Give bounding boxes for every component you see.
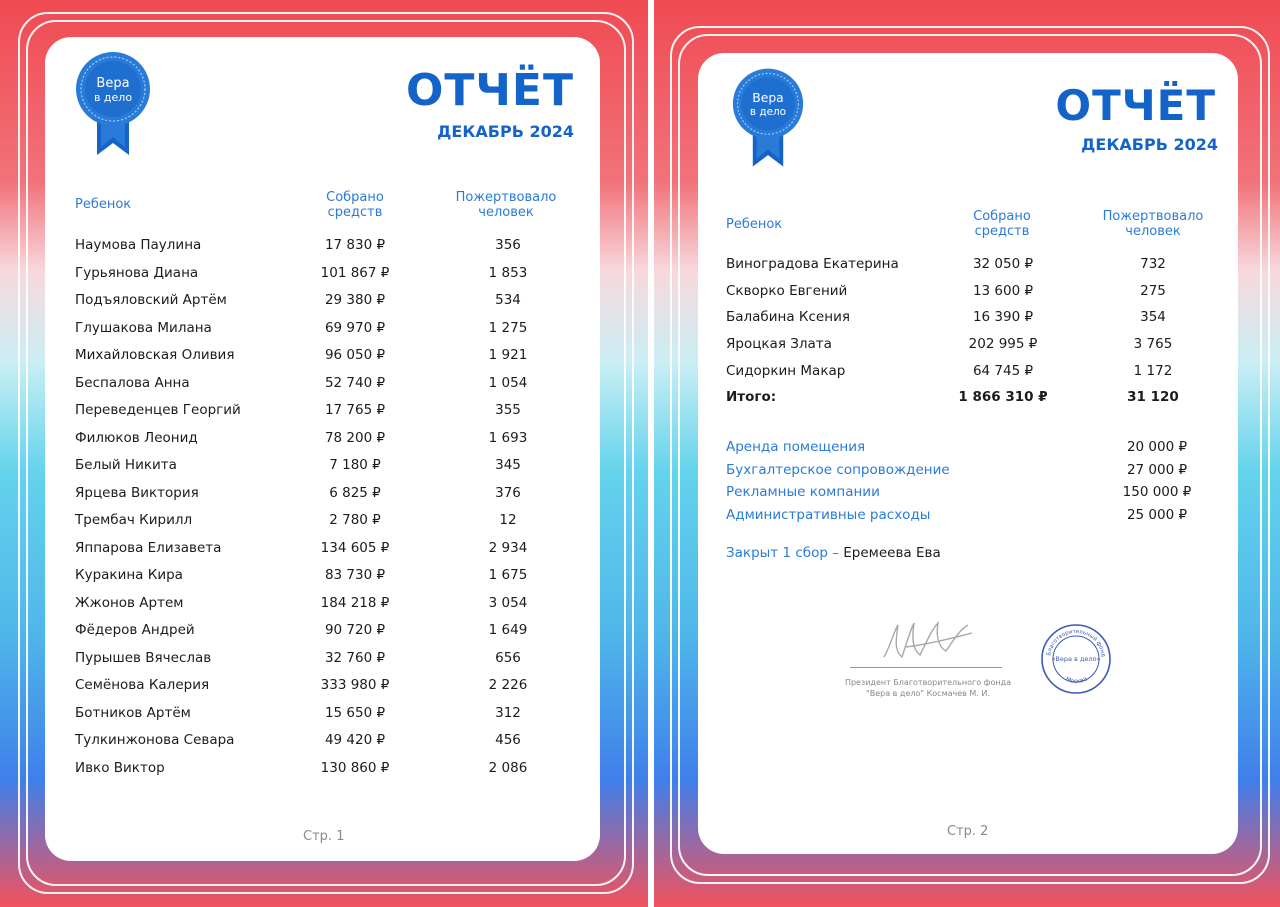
total-donors: 31 120 <box>1127 389 1179 405</box>
closed-campaign-name: Еремеева Ева <box>843 545 941 561</box>
child-name: Пурышев Вячеслав <box>75 649 212 666</box>
child-name: Балабина Ксения <box>726 309 850 326</box>
expense-label: Аренда помещения <box>726 439 866 455</box>
amount-collected: 52 740 ₽ <box>324 374 386 391</box>
amount-collected: 29 380 ₽ <box>324 292 386 308</box>
expense-value: 27 000 ₽ <box>1126 461 1188 478</box>
report-title: ОТЧЁТ <box>1055 81 1216 130</box>
child-name: Фёдеров Андрей <box>75 622 195 638</box>
amount-collected: 15 650 ₽ <box>324 704 386 721</box>
column-header-line: человек <box>478 205 534 220</box>
expense-label: Административные расходы <box>726 506 931 523</box>
child-name: Михайловская Оливия <box>75 347 235 363</box>
child-name: Белый Никита <box>75 457 177 473</box>
child-name: Филюков Леонид <box>75 429 198 446</box>
donor-count: 1 675 <box>488 567 528 583</box>
table-row <box>45 650 600 670</box>
page-number: Стр. 2 <box>947 824 989 839</box>
amount-collected: 333 980 ₽ <box>320 677 390 693</box>
logo-text: Вера <box>96 76 130 91</box>
table-row <box>698 283 1238 303</box>
column-header-line: Собрано <box>973 209 1031 224</box>
donor-count: 732 <box>1140 256 1166 272</box>
table-row <box>698 363 1238 383</box>
amount-collected: 184 218 ₽ <box>320 594 390 611</box>
signature-icon <box>876 617 976 665</box>
table-row <box>45 705 600 725</box>
amount-collected: 130 860 ₽ <box>320 759 390 776</box>
total-label: Итого: <box>726 389 777 405</box>
report-subtitle: ДЕКАБРЬ 2024 <box>1081 135 1218 154</box>
child-name: Куракина Кира <box>75 567 183 583</box>
expense-label: Бухгалтерское сопровождение <box>726 461 950 478</box>
table-row <box>45 320 600 340</box>
child-name: Виноградова Екатерина <box>726 256 899 272</box>
table-row <box>45 595 600 615</box>
child-name: Яппарова Елизавета <box>75 539 222 556</box>
logo-text: Вера <box>752 90 784 105</box>
expense-row <box>726 484 1206 504</box>
column-header-line: средств <box>974 224 1030 239</box>
child-name: Глушакова Милана <box>75 319 212 336</box>
table-row <box>45 375 600 395</box>
expense-row <box>726 507 1206 527</box>
closed-campaign-label: Закрыт 1 сбор – <box>726 545 839 561</box>
child-name: Переведенцев Георгий <box>75 402 241 418</box>
table-row <box>45 567 600 587</box>
amount-collected: 32 050 ₽ <box>972 256 1034 272</box>
ribbon-logo-icon <box>73 51 153 159</box>
logo-text: в дело <box>93 91 133 104</box>
page-card <box>45 37 600 861</box>
child-name: Семёнова Калерия <box>75 677 210 693</box>
child-name: Ярцева Виктория <box>75 484 199 501</box>
donor-count: 2 086 <box>488 759 528 776</box>
amount-collected: 17 765 ₽ <box>324 402 386 418</box>
donor-count: 656 <box>495 649 521 666</box>
president-caption <box>828 677 1028 699</box>
total-row <box>698 389 1238 409</box>
child-name: Трембач Кирилл <box>75 512 193 528</box>
logo-text: в дело <box>749 106 787 119</box>
donor-count: 275 <box>1140 282 1166 299</box>
table-row <box>45 430 600 450</box>
table-row <box>698 256 1238 276</box>
amount-collected: 64 745 ₽ <box>972 362 1034 379</box>
column-header-collected <box>307 190 403 220</box>
donor-count: 312 <box>495 704 521 721</box>
amount-collected: 17 830 ₽ <box>324 237 386 253</box>
donor-count: 1 649 <box>488 622 528 638</box>
donor-count: 1 693 <box>488 429 528 446</box>
ribbon-logo-icon <box>730 67 806 171</box>
amount-collected: 32 760 ₽ <box>324 649 386 666</box>
child-name: Подъяловский Артём <box>75 292 227 308</box>
table-row <box>45 265 600 285</box>
table-row <box>698 309 1238 329</box>
child-name: Ботников Артём <box>75 704 191 721</box>
amount-collected: 69 970 ₽ <box>324 319 386 336</box>
expense-row <box>726 439 1206 459</box>
child-name: Скворко Евгений <box>726 282 848 299</box>
table-row <box>45 485 600 505</box>
donor-count: 456 <box>495 732 521 748</box>
donor-count: 1 853 <box>488 264 528 281</box>
donor-count: 376 <box>495 484 521 501</box>
column-header-line: Пожертвовало <box>1102 209 1204 224</box>
amount-collected: 7 180 ₽ <box>329 457 381 473</box>
child-name: Сидоркин Макар <box>726 362 846 379</box>
column-header-line: человек <box>1125 224 1181 239</box>
amount-collected: 16 390 ₽ <box>972 309 1034 326</box>
child-name: Гурьянова Диана <box>75 264 199 281</box>
closed-campaign <box>726 545 941 561</box>
amount-collected: 49 420 ₽ <box>324 732 386 748</box>
child-name: Яроцкая Злата <box>726 336 832 353</box>
amount-collected: 2 780 ₽ <box>329 512 381 528</box>
table-row <box>45 457 600 477</box>
column-header-donors <box>1078 209 1228 239</box>
expense-value: 20 000 ₽ <box>1126 439 1188 455</box>
expense-value: 25 000 ₽ <box>1126 506 1188 523</box>
donor-count: 3 054 <box>488 594 528 611</box>
donor-count: 2 226 <box>488 677 528 693</box>
president-caption-line: "Вера в дело" Космачев М. И. <box>866 689 990 698</box>
report-title: ОТЧЁТ <box>405 65 574 116</box>
donor-count: 1 054 <box>488 374 528 391</box>
column-header-collected <box>942 209 1062 239</box>
table-row <box>45 237 600 257</box>
amount-collected: 134 605 ₽ <box>320 539 390 556</box>
amount-collected: 90 720 ₽ <box>324 622 386 638</box>
table-row <box>45 292 600 312</box>
child-name: Тулкинжонова Севара <box>75 732 235 748</box>
report-page-2 <box>654 0 1280 907</box>
table-row <box>698 336 1238 356</box>
column-header-line: средств <box>327 205 383 220</box>
table-row <box>45 402 600 422</box>
table-row <box>45 622 600 642</box>
column-header-child: Ребенок <box>75 197 132 212</box>
column-header-line: Собрано <box>326 190 384 205</box>
table-row <box>45 540 600 560</box>
donor-count: 1 275 <box>488 319 528 336</box>
table-row <box>45 512 600 532</box>
expense-row <box>726 462 1206 482</box>
amount-collected: 6 825 ₽ <box>329 484 381 501</box>
donor-count: 3 765 <box>1133 336 1173 353</box>
svg-text:Благотворительный фонд: Благотворительный фонд <box>1046 628 1106 658</box>
president-caption-line: Президент Благотворительного фонда <box>844 678 1012 687</box>
amount-collected: 101 867 ₽ <box>320 264 390 281</box>
child-name: Ивко Виктор <box>75 759 165 776</box>
table-row <box>45 732 600 752</box>
donor-count: 345 <box>495 457 521 473</box>
table-row <box>45 347 600 367</box>
table-row <box>45 677 600 697</box>
column-header-donors <box>443 190 569 220</box>
amount-collected: 78 200 ₽ <box>324 429 386 446</box>
report-subtitle: ДЕКАБРЬ 2024 <box>437 122 574 141</box>
page-number: Стр. 1 <box>303 829 345 844</box>
svg-text:Москва: Москва <box>1064 675 1089 686</box>
donor-count: 534 <box>495 292 521 308</box>
page-card <box>698 53 1238 854</box>
column-header-line: Пожертвовало <box>455 190 557 205</box>
signature-line <box>850 667 1002 668</box>
child-name: Наумова Паулина <box>75 237 202 253</box>
child-name: Беспалова Анна <box>75 374 190 391</box>
stamp-seal-icon <box>1040 623 1112 695</box>
amount-collected: 83 730 ₽ <box>324 567 386 583</box>
donor-count: 1 921 <box>488 347 528 363</box>
table-row <box>45 760 600 780</box>
column-header-child: Ребенок <box>726 217 783 232</box>
amount-collected: 96 050 ₽ <box>324 347 386 363</box>
amount-collected: 202 995 ₽ <box>968 336 1038 353</box>
donor-count: 354 <box>1140 309 1166 326</box>
donor-count: 1 172 <box>1133 362 1173 379</box>
total-amount: 1 866 310 ₽ <box>958 389 1048 405</box>
donor-count: 356 <box>495 237 521 253</box>
stamp-text: «Вера в дело» <box>1051 655 1101 663</box>
child-name: Жжонов Артем <box>75 594 184 611</box>
donor-count: 2 934 <box>488 539 528 556</box>
donor-count: 12 <box>499 512 517 528</box>
expense-label: Рекламные компании <box>726 484 880 500</box>
amount-collected: 13 600 ₽ <box>972 282 1034 299</box>
expense-value: 150 000 ₽ <box>1122 484 1192 500</box>
donor-count: 355 <box>495 402 521 418</box>
